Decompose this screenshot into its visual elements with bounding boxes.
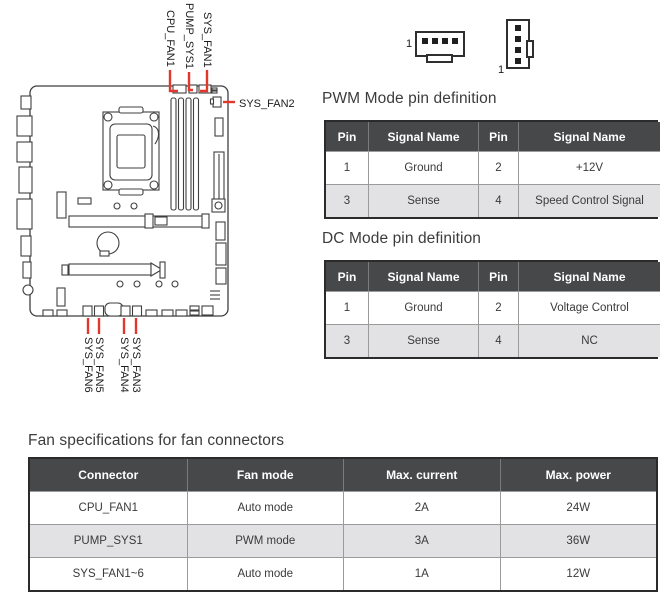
table-cell: 3A — [343, 524, 500, 557]
label-sys-fan1: SYS_FAN1 — [201, 12, 213, 68]
label-sys-fan4: SYS_FAN4 — [118, 337, 130, 393]
table-cell: Voltage Control — [518, 291, 660, 324]
m2-slot-1 — [69, 214, 209, 228]
table-cell: Auto mode — [187, 491, 344, 524]
pin1-marker-horizontal: 1 — [406, 38, 413, 50]
pwm-pin-table — [324, 120, 658, 219]
table-cell: 2 — [478, 151, 518, 184]
table-cell: 4 — [478, 184, 518, 217]
m2-standoff — [212, 199, 225, 212]
table-cell: Ground — [368, 291, 478, 324]
column-header: Signal Name — [368, 262, 478, 291]
table-cell: 1 — [326, 291, 368, 324]
table-cell: Sense — [368, 184, 478, 217]
table-cell: Sense — [368, 324, 478, 357]
table-cell: 1 — [326, 151, 368, 184]
pin1-marker-vertical: 1 — [498, 64, 505, 76]
table-cell: 2A — [343, 491, 500, 524]
fan-header-vertical-diagram — [495, 16, 545, 78]
pwm-section-title: PWM Mode pin definition — [322, 90, 497, 107]
column-header: Connector — [30, 459, 187, 491]
label-sys-fan5: SYS_FAN5 — [93, 337, 105, 393]
cpu-socket — [103, 107, 159, 195]
sys-fan3-connector — [133, 306, 142, 316]
column-header: Signal Name — [368, 122, 478, 151]
fan-spec-table — [28, 457, 658, 592]
motherboard-diagram — [0, 0, 300, 420]
column-header: Signal Name — [518, 122, 660, 151]
sys-fan6-connector — [83, 306, 92, 316]
fan-spec-section-title: Fan specifications for fan connectors — [28, 432, 285, 449]
column-header: Fan mode — [187, 459, 344, 491]
dc-pin-table — [324, 260, 658, 359]
sys-fan5-connector — [95, 306, 104, 316]
table-cell: 2 — [478, 291, 518, 324]
column-header: Max. current — [343, 459, 500, 491]
label-sys-fan2: SYS_FAN2 — [239, 98, 295, 110]
column-header: Max. power — [500, 459, 657, 491]
table-cell: +12V — [518, 151, 660, 184]
column-header: Pin — [478, 262, 518, 291]
table-cell: CPU_FAN1 — [30, 491, 187, 524]
dc-section-title: DC Mode pin definition — [322, 230, 482, 247]
table-cell: PWM mode — [187, 524, 344, 557]
table-cell: 36W — [500, 524, 657, 557]
sys-fan4-connector — [121, 306, 130, 316]
table-cell: Speed Control Signal — [518, 184, 660, 217]
table-cell: 3 — [326, 324, 368, 357]
keying-notch — [527, 41, 533, 57]
label-sys-fan3: SYS_FAN3 — [130, 337, 142, 393]
table-cell: 3 — [326, 184, 368, 217]
table-cell: NC — [518, 324, 660, 357]
table-cell: 12W — [500, 557, 657, 590]
table-cell: SYS_FAN1~6 — [30, 557, 187, 590]
column-header: Pin — [478, 122, 518, 151]
fan-header-horizontal-diagram — [400, 27, 480, 69]
keying-notch — [427, 55, 452, 62]
table-cell: 24W — [500, 491, 657, 524]
column-header: Pin — [326, 122, 368, 151]
label-cpu-fan1: CPU_FAN1 — [164, 10, 176, 67]
table-cell: Ground — [368, 151, 478, 184]
column-header: Signal Name — [518, 262, 660, 291]
table-cell: 1A — [343, 557, 500, 590]
column-header: Pin — [326, 262, 368, 291]
sys-fan2-connector — [213, 97, 221, 107]
table-cell: 4 — [478, 324, 518, 357]
label-sys-fan6: SYS_FAN6 — [82, 337, 94, 393]
table-cell: PUMP_SYS1 — [30, 524, 187, 557]
label-pump-sys1: PUMP_SYS1 — [183, 3, 195, 70]
table-cell: Auto mode — [187, 557, 344, 590]
